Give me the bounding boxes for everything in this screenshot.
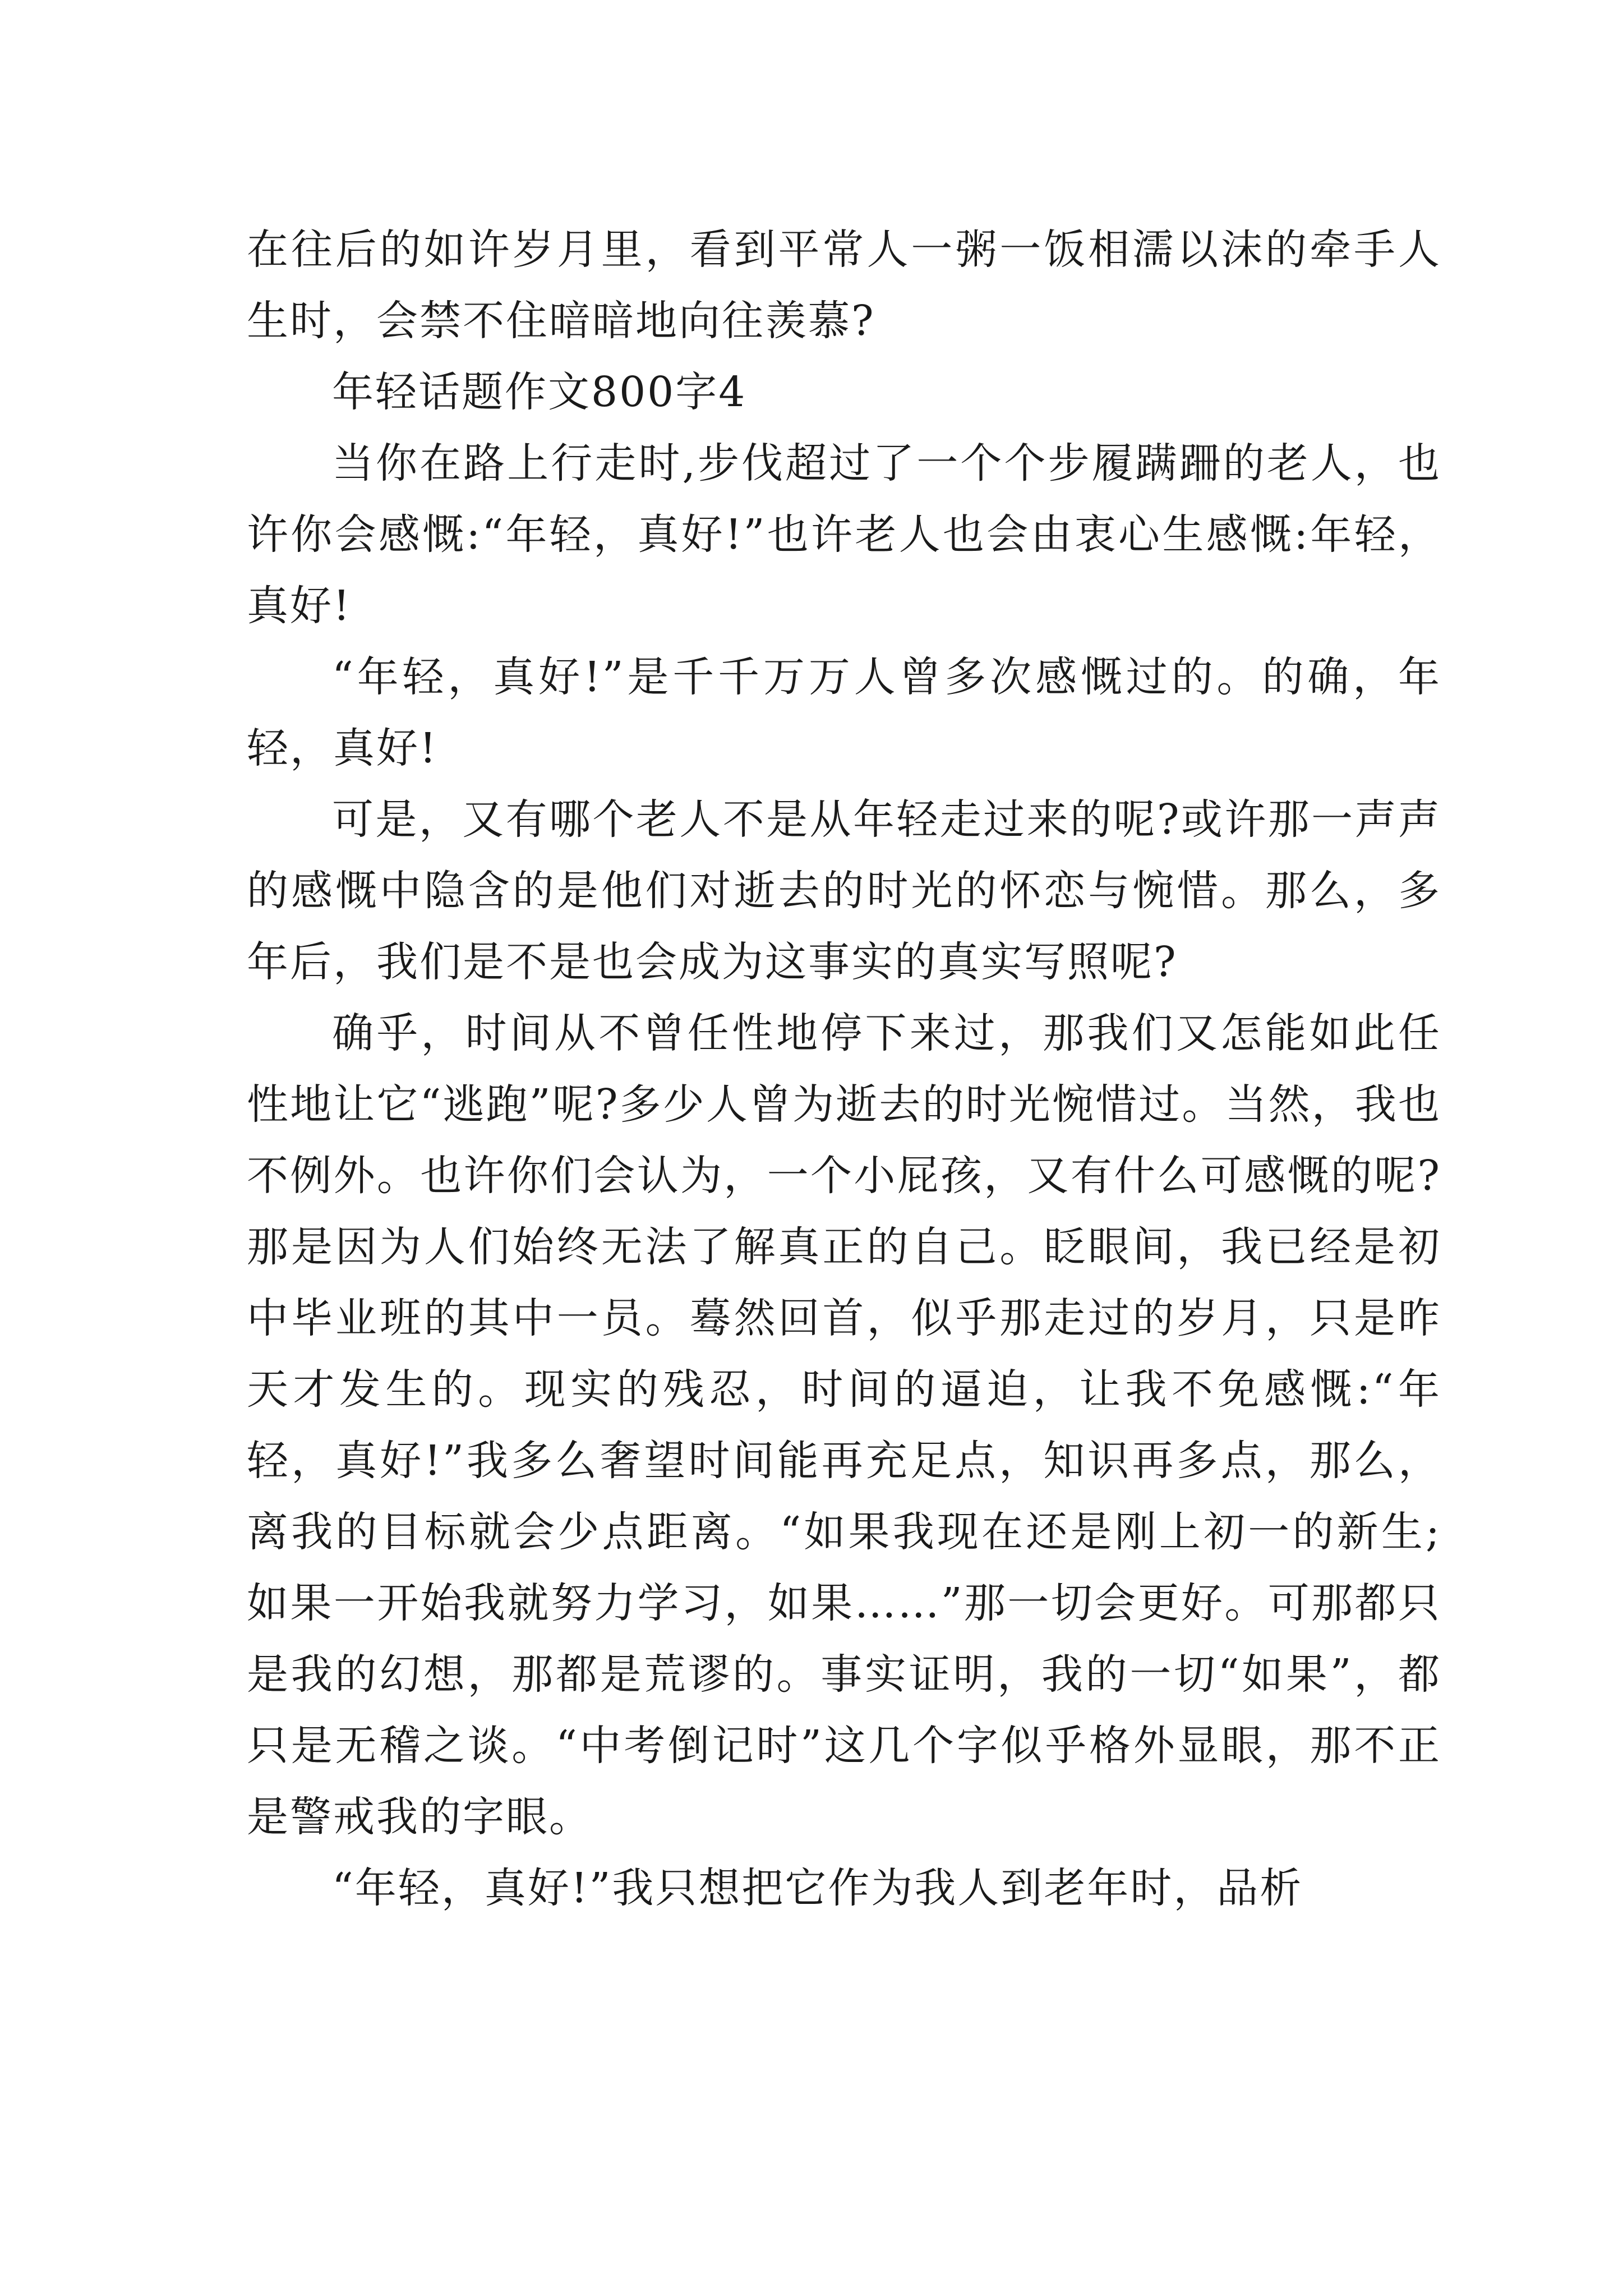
paragraph-1: 在往后的如许岁月里，看到平常人一粥一饭相濡以沫的牵手人生时，会禁不住暗暗地向往羡慕? [247,226,1441,345]
paragraph-2: 当你在路上行走时,步伐超过了一个个步履蹒跚的老人，也许你会感慨:“年轻，真好!”也许老人也会由衷心生感慨:年轻，真好! [247,439,1441,630]
paragraph-3: “年轻，真好!”是千千万万人曾多次感慨过的。的确，年轻，真好! [247,653,1441,772]
section-heading: 年轻话题作文800字4 [332,368,747,416]
paragraph-5: 确乎，时间从不曾任性地停下来过，那我们又怎能如此任性地让它“逃跑”呢?多少人曾为逝去的时光惋惜过。当然，我也不例外。也许你们会认为，一个小屁孩，又有什么可感慨的呢?那是因为人们始终无法了解真正的自己。眨眼间，我已经是初中毕业班的其中一员。蓦然回首，似乎那走过的岁月，只是昨天才发生的。现实的残忍，时间的逼迫，让我不免感慨:“年轻，真好!”我多么奢望时间能再充足点，知识再多点，那么，离我的目标就会少点距离。“如果我现在还是刚上初一的新生;如果一开始我就努力学习，如果……”那一切会更好。可那都只是我的幻想，那都是荒谬的。事实证明，我的一切“如果”，都只是无稽之谈。“中考倒记时”这几个字似乎格外显眼，那不正是警戒我的字眼。 [247,1009,1441,1841]
paragraph-6: “年轻，真好!”我只想把它作为我人到老年时，品析 [332,1864,1303,1912]
paragraph-4: 可是，又有哪个老人不是从年轻走过来的呢?或许那一声声的感慨中隐含的是他们对逝去的时光的怀恋与惋惜。那么，多年后，我们是不是也会成为这事实的真实写照呢? [247,795,1441,986]
document-body [247,214,1441,1924]
